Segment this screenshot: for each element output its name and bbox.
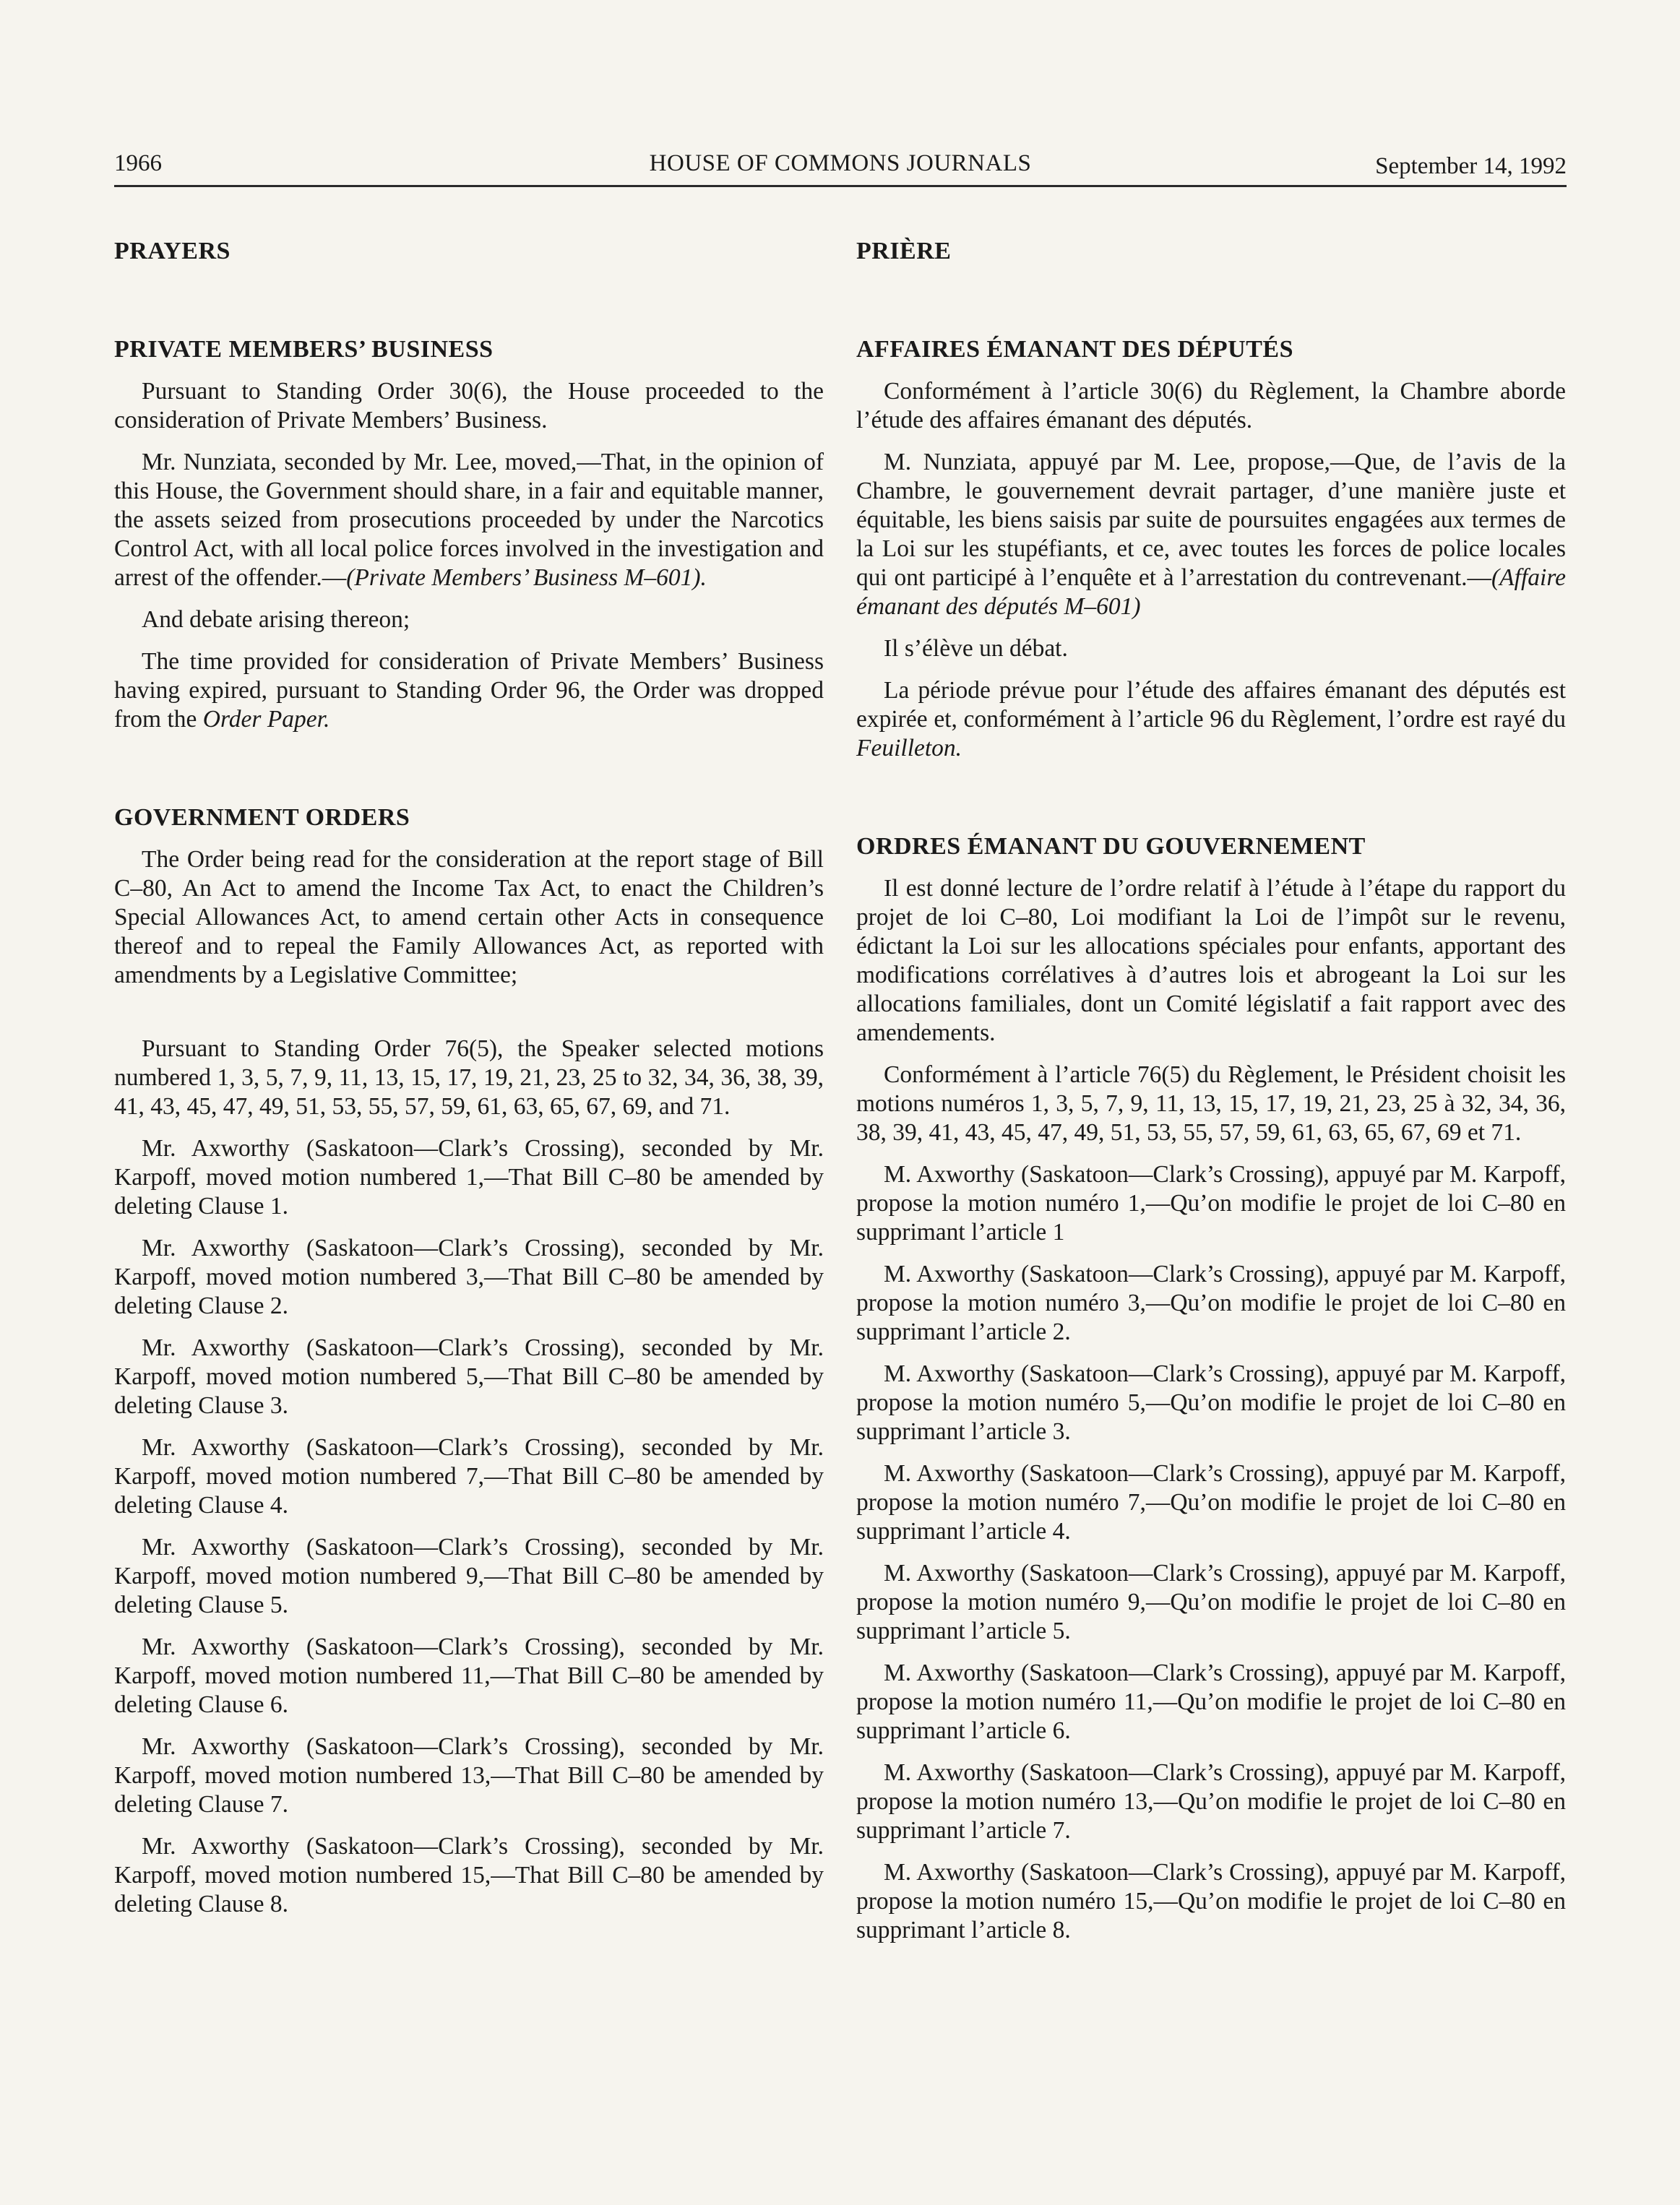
motion-paragraph-fr: M. Axworthy (Saskatoon—Clark’s Crossing), appuyé par M. Karpoff, propose la motion numéro 11,—Qu’on modifie le projet de loi C–80 en supprimant l’article 6. [856, 1660, 1566, 1744]
motion-paragraph-fr: M. Axworthy (Saskatoon—Clark’s Crossing), appuyé par M. Karpoff, propose la motion numéro 1,—Qu’on modifie le projet de loi C–80 en supprimant l’article 1 [856, 1161, 1566, 1246]
motion-paragraph: Mr. Axworthy (Saskatoon—Clark’s Crossing), seconded by Mr. Karpoff, moved motion numbered 15,—That Bill C–80 be amended by deleting Clause 8. [114, 1833, 824, 1917]
motion-paragraph: Mr. Axworthy (Saskatoon—Clark’s Crossing), seconded by Mr. Karpoff, moved motion numbered 3,—That Bill C–80 be amended by deleting Clause 2. [114, 1235, 824, 1319]
priere-heading: PRIÈRE [856, 238, 952, 264]
pmb-dropped-text: The time provided for consideration of Private Members’ Business having expired, pursuant to Standing Order 96, the Order was dropped from the [114, 648, 824, 733]
ordres-heading: ORDRES ÉMANANT DU GOUVERNEMENT [856, 833, 1366, 860]
prayers-heading: PRAYERS [114, 238, 231, 264]
pmb-paragraph-1: Pursuant to Standing Order 30(6), the House proceeded to the consideration of Private Members’ Business. [114, 378, 824, 433]
motion-paragraph: Mr. Axworthy (Saskatoon—Clark’s Crossing), seconded by Mr. Karpoff, moved motion numbered 13,—That Bill C–80 be amended by deleting Clause 7. [114, 1733, 824, 1818]
pmb-paragraph-3: And debate arising thereon; [142, 606, 410, 633]
motion-paragraph: Mr. Axworthy (Saskatoon—Clark’s Crossing), seconded by Mr. Karpoff, moved motion numbered 1,—That Bill C–80 be amended by deleting Clause 1. [114, 1135, 824, 1220]
affaires-paragraph-2 [856, 448, 1566, 621]
motion-paragraph-fr: M. Axworthy (Saskatoon—Clark’s Crossing), appuyé par M. Karpoff, propose la motion numéro 13,—Qu’on modifie le projet de loi C–80 en supprimant l’article 7. [856, 1759, 1566, 1844]
motion-paragraph-fr: M. Axworthy (Saskatoon—Clark’s Crossing), appuyé par M. Karpoff, propose la motion numéro 15,—Qu’on modifie le projet de loi C–80 en supprimant l’article 8. [856, 1859, 1566, 1943]
motion-paragraph-fr: M. Axworthy (Saskatoon—Clark’s Crossing), appuyé par M. Karpoff, propose la motion numéro 7,—Qu’on modifie le projet de loi C–80 en supprimant l’article 4. [856, 1460, 1566, 1545]
go-heading: GOVERNMENT ORDERS [114, 804, 410, 831]
affaires-paragraph-3: Il s’élève un débat. [884, 635, 1068, 662]
pmb-paragraph-4 [114, 647, 824, 734]
order-paper-ref: Order Paper. [202, 706, 330, 733]
page-number: 1966 [114, 150, 162, 176]
motion-paragraph: Mr. Axworthy (Saskatoon—Clark’s Crossing), seconded by Mr. Karpoff, moved motion numbered 5,—That Bill C–80 be amended by deleting Clause 3. [114, 1334, 824, 1419]
feuilleton-ref: Feuilleton. [856, 735, 962, 761]
journal-title: HOUSE OF COMMONS JOURNALS [649, 150, 1032, 176]
pmb-heading: PRIVATE MEMBERS’ BUSINESS [114, 336, 494, 363]
affaires-paragraph-1: Conformément à l’article 30(6) du Règlement, la Chambre aborde l’étude des affaires émanant des députés. [856, 378, 1566, 433]
pmb-motion-text: Mr. Nunziata, seconded by Mr. Lee, moved,—That, in the opinion of this House, the Government should share, in a fair and equitable manner, the assets seized from prosecutions proceeded by under the Narcotics Control Act, with all local police forces involved in the investigation and arrest of the offender.— [114, 449, 824, 591]
motion-paragraph-fr: M. Axworthy (Saskatoon—Clark’s Crossing), appuyé par M. Karpoff, propose la motion numéro 5,—Qu’on modifie le projet de loi C–80 en supprimant l’article 3. [856, 1360, 1566, 1445]
ordres-paragraph-1: Il est donné lecture de l’ordre relatif à l’étude à l’étape du rapport du projet de loi C–80, Loi modifiant la Loi de l’impôt sur le revenu, édictant la Loi sur les allocations spéciales pour enfants, apportant des modifications corrélatives à d’autres lois et abrogeant la Loi sur les allocations familiales, dont un Comité législatif a fait rapport avec des amendements. [856, 875, 1566, 1046]
french-column [856, 237, 1566, 1958]
motion-paragraph: Mr. Axworthy (Saskatoon—Clark’s Crossing), seconded by Mr. Karpoff, moved motion numbered 11,—That Bill C–80 be amended by deleting Clause 6. [114, 1634, 824, 1718]
motion-paragraph-fr: M. Axworthy (Saskatoon—Clark’s Crossing), appuyé par M. Karpoff, propose la motion numéro 3,—Qu’on modifie le projet de loi C–80 en supprimant l’article 2. [856, 1261, 1566, 1345]
motion-paragraph: Mr. Axworthy (Saskatoon—Clark’s Crossing), seconded by Mr. Karpoff, moved motion numbered 9,—That Bill C–80 be amended by deleting Clause 5. [114, 1534, 824, 1618]
motion-paragraph: Mr. Axworthy (Saskatoon—Clark’s Crossing), seconded by Mr. Karpoff, moved motion numbered 7,—That Bill C–80 be amended by deleting Clause 4. [114, 1434, 824, 1519]
go-paragraph-1: The Order being read for the consideration at the report stage of Bill C–80, An Act to amend the Income Tax Act, to enact the Children’s Special Allowances Act, to amend certain other Acts in consequence thereof and to repeal the Family Allowances Act, as reported with amendments by a Legislative Committee; [114, 846, 824, 988]
english-column [114, 237, 824, 1932]
affaires-heading: AFFAIRES ÉMANANT DES DÉPUTÉS [856, 336, 1293, 363]
motion-paragraph-fr: M. Axworthy (Saskatoon—Clark’s Crossing), appuyé par M. Karpoff, propose la motion numéro 9,—Qu’on modifie le projet de loi C–80 en supprimant l’article 5. [856, 1560, 1566, 1644]
journal-date: September 14, 1992 [1375, 153, 1567, 179]
pmb-paragraph-2 [114, 448, 824, 592]
ordres-paragraph-2: Conformément à l’article 76(5) du Règlement, le Président choisit les motions numéros 1, 3, 5, 7, 9, 11, 13, 15, 17, 19, 21, 23, 25 à 32, 34, 36, 38, 39, 41, 43, 45, 47, 49, 51, 53, 55, 57, 59, 61, 63, 65, 67, 69 et 71. [856, 1061, 1566, 1146]
affaires-motion-reference: (Affaire émanant des députés M–601) [856, 564, 1566, 620]
go-paragraph-2: Pursuant to Standing Order 76(5), the Speaker selected motions numbered 1, 3, 5, 7, 9, 11, 13, 15, 17, 19, 21, 23, 25 to 32, 34, 36, 38, 39, 41, 43, 45, 47, 49, 51, 53, 55, 57, 59, 61, 63, 65, 67, 69, and 71. [114, 1035, 824, 1120]
affaires-paragraph-4 [856, 676, 1566, 763]
affaires-dropped-text: La période prévue pour l’étude des affaires émanant des députés est expirée et, conformément à l’article 96 du Règlement, l’ordre est rayé du [856, 677, 1566, 733]
affaires-motion-text: M. Nunziata, appuyé par M. Lee, propose,—Que, de l’avis de la Chambre, le gouvernement devrait partager, d’une manière juste et équitable, les biens saisis par suite de poursuites engagées aux termes de la Loi sur les stupéfiants, et ce, avec toutes les forces de police locales qui ont participé à l’enquête et à l’arrestation du contrevenant.— [856, 449, 1566, 591]
page-header [114, 144, 1567, 187]
pmb-motion-reference: (Private Members’ Business M–601). [346, 564, 707, 591]
